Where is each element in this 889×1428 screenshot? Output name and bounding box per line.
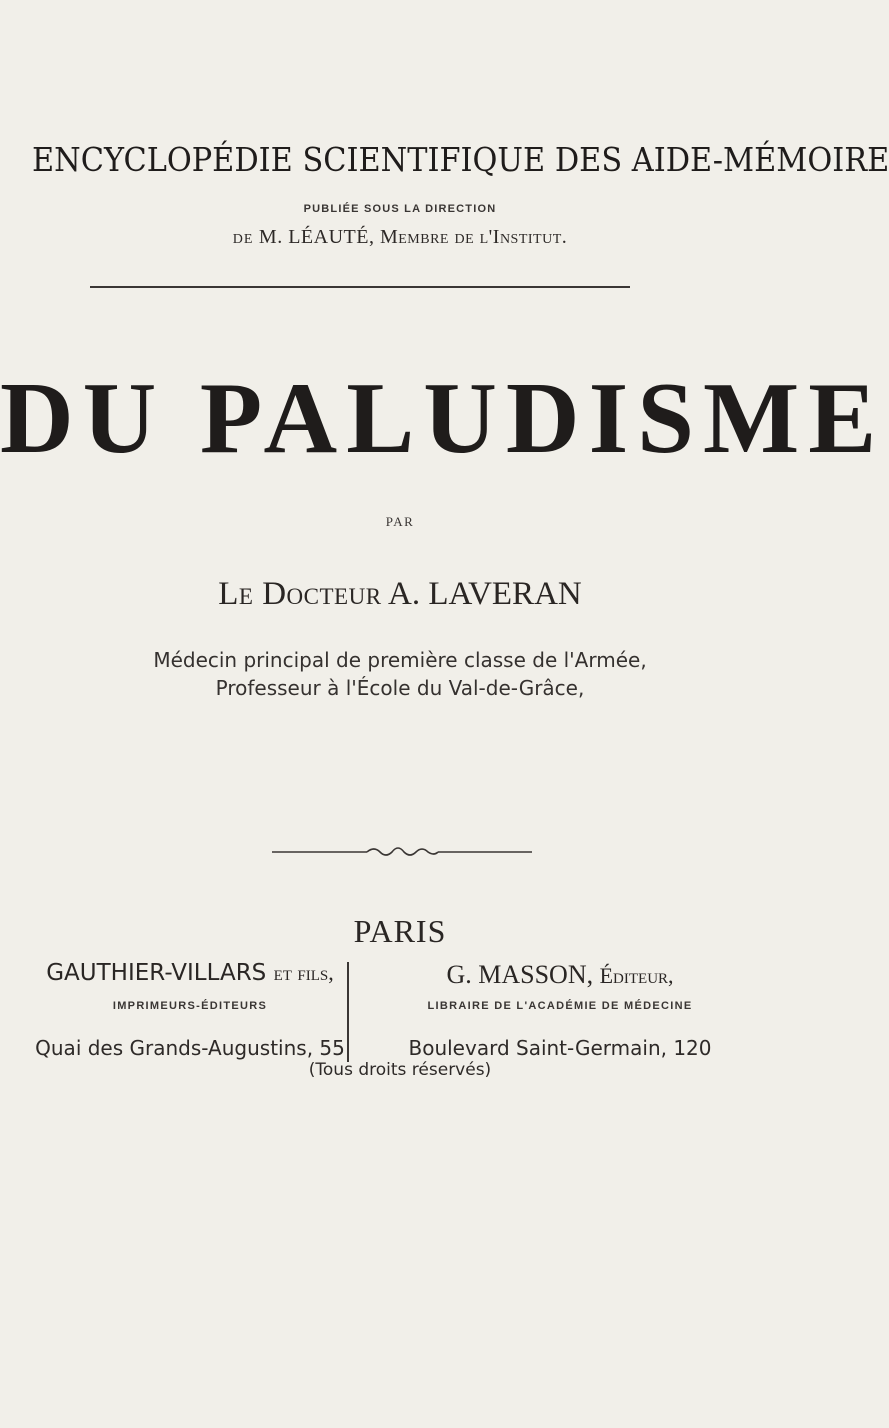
publisher-left-role: IMPRIMEURS-ÉDITEURS (112, 1000, 268, 1012)
author-credentials (0, 646, 800, 702)
credential-line-2: Professeur à l'École du Val-de-Grâce, (215, 676, 585, 700)
author-name: A. LAVERAN (388, 576, 582, 612)
series-title: ENCYCLOPÉDIE SCIENTIFIQUE DES AIDE-MÉMOIRE (32, 140, 889, 179)
publisher-divider (347, 962, 349, 1062)
director-role: Membre de l'Institut. (379, 226, 568, 248)
publisher-left-name-text: GAUTHIER-VILLARS (46, 960, 267, 986)
credential-line-1: Médecin principal de première classe de l'Armée, (153, 648, 647, 672)
publisher-left-suffix: et fils, (273, 960, 334, 985)
book-title: DU PALUDISME (0, 362, 886, 475)
author-line (0, 576, 800, 613)
publisher-left-address: Quai des Grands-Augustins, 55 (35, 1036, 345, 1060)
publisher-right-address: Boulevard Saint-Germain, 120 (408, 1036, 712, 1060)
rights-notice: (Tous droits réservés) (308, 1060, 492, 1080)
publication-city: PARIS (353, 913, 447, 949)
publisher-right-suffix: Éditeur, (599, 963, 674, 988)
director-line (0, 226, 800, 249)
publisher-right-name-text: G. MASSON, (446, 960, 594, 989)
published-line: PUBLIÉE SOUS LA DIRECTION (303, 203, 497, 215)
header-rule (90, 286, 630, 288)
publisher-right-name (350, 960, 770, 990)
author-prefix: Le Docteur (218, 576, 382, 612)
ornament-divider (272, 840, 532, 860)
publisher-left-name (30, 960, 350, 986)
by-label: PAR (385, 514, 415, 529)
director-prefix: DE (232, 232, 254, 247)
director-name: M. LÉAUTÉ, (258, 226, 375, 248)
publisher-right-role: LIBRAIRE DE L'ACADÉMIE DE MÉDECINE (427, 1000, 693, 1012)
